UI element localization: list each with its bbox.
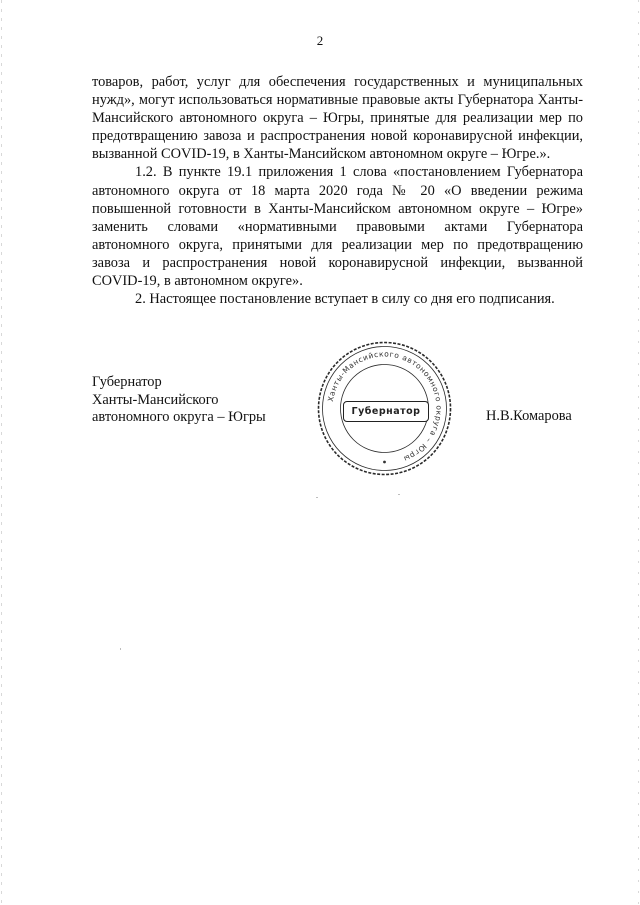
scan-speck [398, 494, 400, 495]
scan-edge-right [638, 0, 639, 905]
paragraph-item-1-2: 1.2. В пункте 19.1 приложения 1 слова «постановлением Губернатора автономного округа от 18 марта 2020 года № 20 «О введении режима повышенной готовности в Ханты-Мансийском автономном округе – Югре» заменить словами «нормативными правовыми актами Губернатора автономного округа, принятыми для реализации мер по предотвращению завоза и распространения новой коронавирусной инфекции, вызванной COVID-19, в автономном округе». [92, 164, 583, 290]
signature-position-line: Губернатор [92, 374, 162, 390]
seal-ring-text: Ханты-Мансийского автономного округа – Югры [325, 349, 444, 464]
document-body [92, 73, 583, 308]
signature-position-line: Ханты-Мансийского [92, 391, 219, 408]
signature-position-line: автономного округа – Югры [92, 409, 266, 425]
page-number: 2 [316, 33, 324, 48]
signature-position [92, 374, 266, 427]
signer-name: Н.В.Комарова [486, 408, 572, 424]
paragraph-continuation: товаров, работ, услуг для обеспечения государственных и муниципальных нужд», могут использоваться нормативные правовые акты Губернатора Ханты-Мансийского автономного округа – Югры, принятые для реализации мер по предотвращению завоза и распространения новой коронавирусной инфекции, вызванной COVID-19, в Ханты-Мансийском автономном округе – Югре.». [92, 74, 583, 163]
scan-speck [120, 648, 121, 650]
paragraph-item-2: 2. Настоящее постановление вступает в силу со дня его подписания. [135, 291, 555, 308]
scan-speck [316, 497, 318, 498]
seal-center-label: Губернатор [343, 401, 429, 422]
scan-edge-left [1, 0, 2, 905]
